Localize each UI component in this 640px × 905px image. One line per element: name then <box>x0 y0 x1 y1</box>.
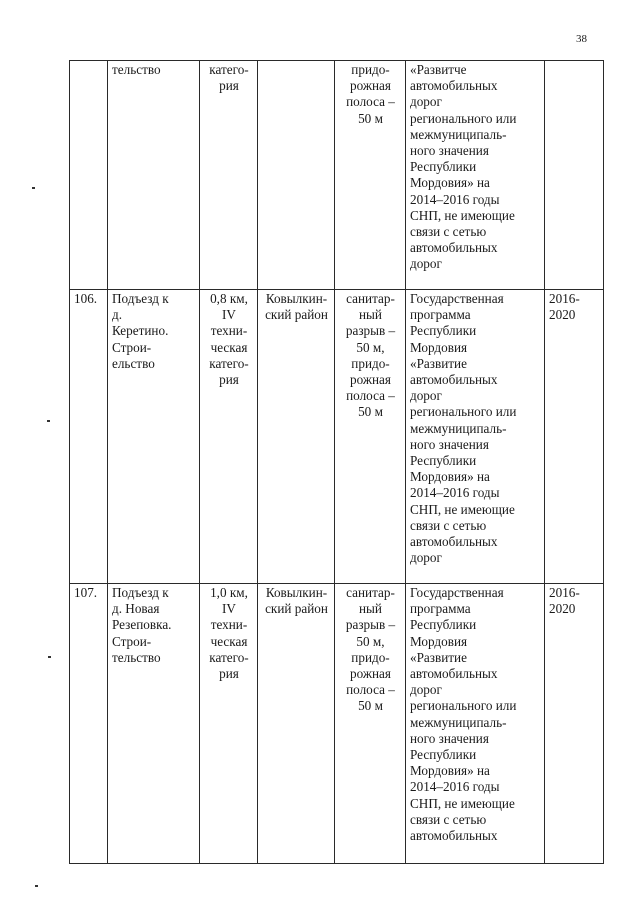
scan-speck <box>32 187 35 189</box>
table-row <box>70 290 604 584</box>
program-cell: «Развитче автомобильных дорог регионального или межмуниципаль- ного значения Республики Мордовия» на 2014–2016 годы СНП, не имеющие связи с сетью автомобильных дорог <box>406 61 545 290</box>
location-cell <box>258 61 335 290</box>
scan-speck <box>48 656 51 658</box>
object-name-cell: тельство <box>108 61 200 290</box>
parameters-cell: 0,8 км, IV техни- ческая катего- рия <box>200 290 258 584</box>
row-number <box>70 61 108 290</box>
scan-speck <box>47 420 50 422</box>
planning-table <box>69 60 604 864</box>
zone-cell: санитар- ный разрыв – 50 м, придо- рожная полоса – 50 м <box>335 290 406 584</box>
years-cell: 2016- 2020 <box>545 290 604 584</box>
object-name-cell: Подъезд к д. Керетино. Строи- ельство <box>108 290 200 584</box>
row-number: 106. <box>70 290 108 584</box>
program-cell: Государственная программа Республики Мордовия «Развитие автомобильных дорог регионального или межмуниципаль- ного значения Республики Мордовия» на 2014–2016 годы СНП, не имеющие связи с сетью автомобильных <box>406 584 545 864</box>
row-number: 107. <box>70 584 108 864</box>
years-cell <box>545 61 604 290</box>
table-row <box>70 584 604 864</box>
parameters-cell: 1,0 км, IV техни- ческая катего- рия <box>200 584 258 864</box>
zone-cell: придо- рожная полоса – 50 м <box>335 61 406 290</box>
parameters-cell: катего- рия <box>200 61 258 290</box>
zone-cell: санитар- ный разрыв – 50 м, придо- рожная полоса – 50 м <box>335 584 406 864</box>
location-cell: Ковылкин- ский район <box>258 290 335 584</box>
table-row <box>70 61 604 290</box>
program-cell: Государственная программа Республики Мордовия «Развитие автомобильных дорог регионального или межмуниципаль- ного значения Республики Мордовия» на 2014–2016 годы СНП, не имеющие связи с сетью автомобильных дорог <box>406 290 545 584</box>
scan-speck <box>35 885 38 887</box>
location-cell: Ковылкин- ский район <box>258 584 335 864</box>
page-number: 38 <box>576 33 587 45</box>
years-cell: 2016- 2020 <box>545 584 604 864</box>
object-name-cell: Подъезд к д. Новая Резеповка. Строи- тельство <box>108 584 200 864</box>
